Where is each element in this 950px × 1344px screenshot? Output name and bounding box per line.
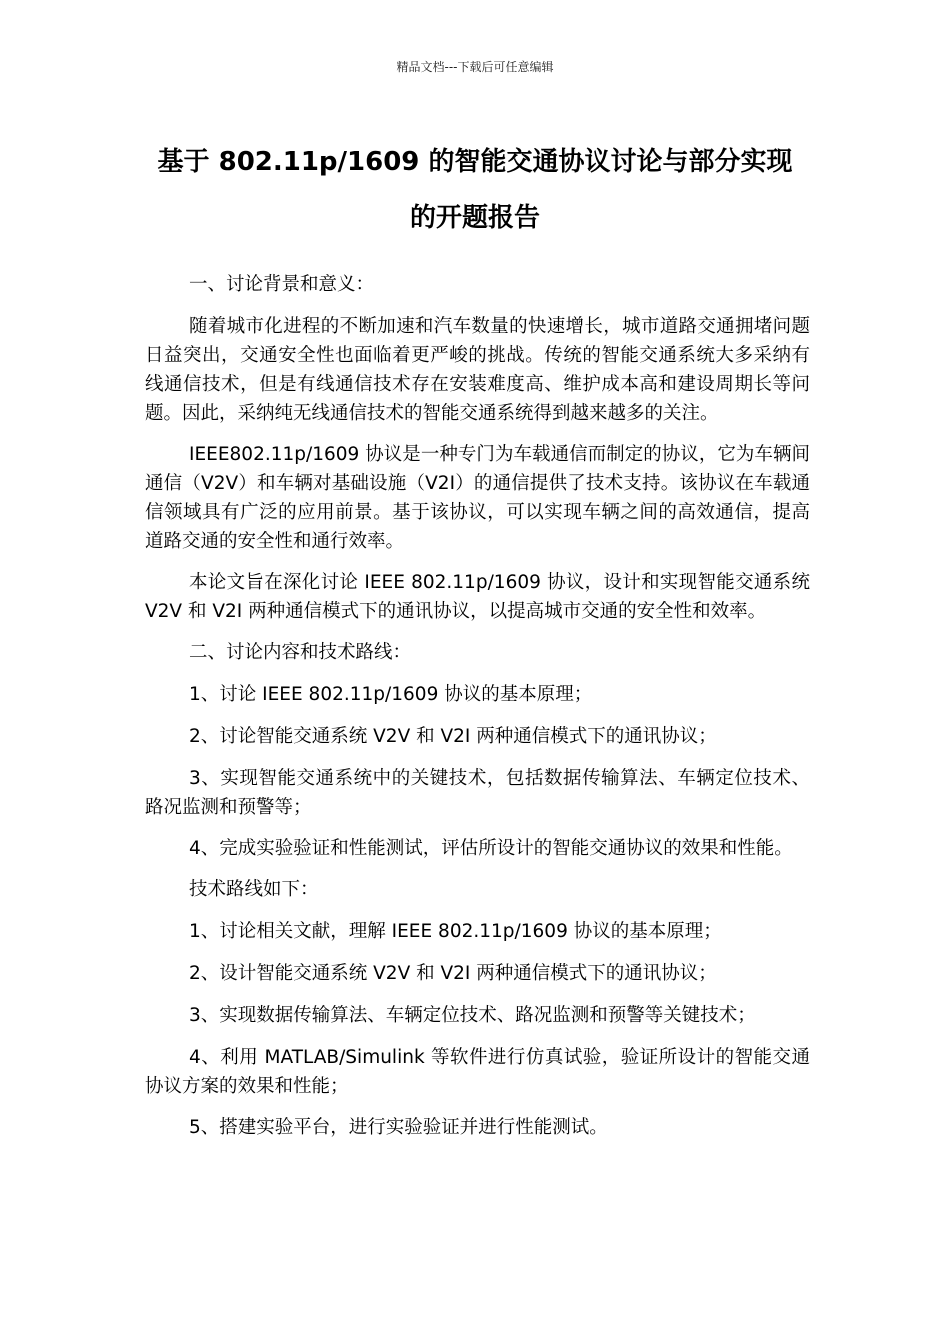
section-1-paragraph-2: IEEE802.11p/1609 协议是一种专门为车载通信而制定的协议，它为车辆间通信（V2V）和车辆对基础设施（V2I）的通信提供了技术支持。该协议在车载通信领域具有广泛的应用前景。基于该协议，可以实现车辆之间的高效通信，提高道路交通的安全性和通行效率。 [145,444,810,552]
route-item-3: 3、实现数据传输算法、车辆定位技术、路况监测和预警等关键技术； [189,1005,756,1026]
content-item-2: 2、讨论智能交通系统 V2V 和 V2I 两种通信模式下的通讯协议； [189,726,717,747]
section-1-paragraph-3: 本论文旨在深化讨论 IEEE 802.11p/1609 协议，设计和实现智能交通系统 V2V 和 V2I 两种通信模式下的通讯协议，以提高城市交通的安全性和效率。 [145,572,810,622]
route-heading: 技术路线如下： [189,879,319,900]
document-body [145,270,810,1155]
route-item-5: 5、搭建实验平台，进行实验验证并进行性能测试。 [189,1117,608,1138]
title-line-2: 的开题报告 [409,203,540,233]
route-item-1: 1、讨论相关文献，理解 IEEE 802.11p/1609 协议的基本原理； [189,921,722,942]
header-note: 精品文档---下载后可任意编辑 [396,60,554,74]
section-1-paragraph-1: 随着城市化进程的不断加速和汽车数量的快速增长，城市道路交通拥堵问题日益突出，交通安全性也面临着更严峻的挑战。传统的智能交通系统大多采纳有线通信技术，但是有线通信技术存在安装难度高、维护成本高和建设周期长等问题。因此，采纳纯无线通信技术的智能交通系统得到越来越多的关注。 [145,316,810,424]
content-item-1: 1、讨论 IEEE 802.11p/1609 协议的基本原理； [189,684,593,705]
content-item-3: 3、实现智能交通系统中的关键技术，包括数据传输算法、车辆定位技术、路况监测和预警等； [145,768,810,818]
route-item-4: 4、利用 MATLAB/Simulink 等软件进行仿真试验，验证所设计的智能交通协议方案的效果和性能； [145,1047,810,1097]
section-2-heading: 二、讨论内容和技术路线： [189,642,412,663]
title-line-1: 基于 802.11p/1609 的智能交通协议讨论与部分实现 [157,147,793,177]
content-item-4: 4、完成实验验证和性能测试，评估所设计的智能交通协议的效果和性能。 [189,838,793,859]
route-item-2: 2、设计智能交通系统 V2V 和 V2I 两种通信模式下的通讯协议； [189,963,717,984]
section-1-heading: 一、讨论背景和意义： [189,274,375,295]
page-title [120,134,830,246]
